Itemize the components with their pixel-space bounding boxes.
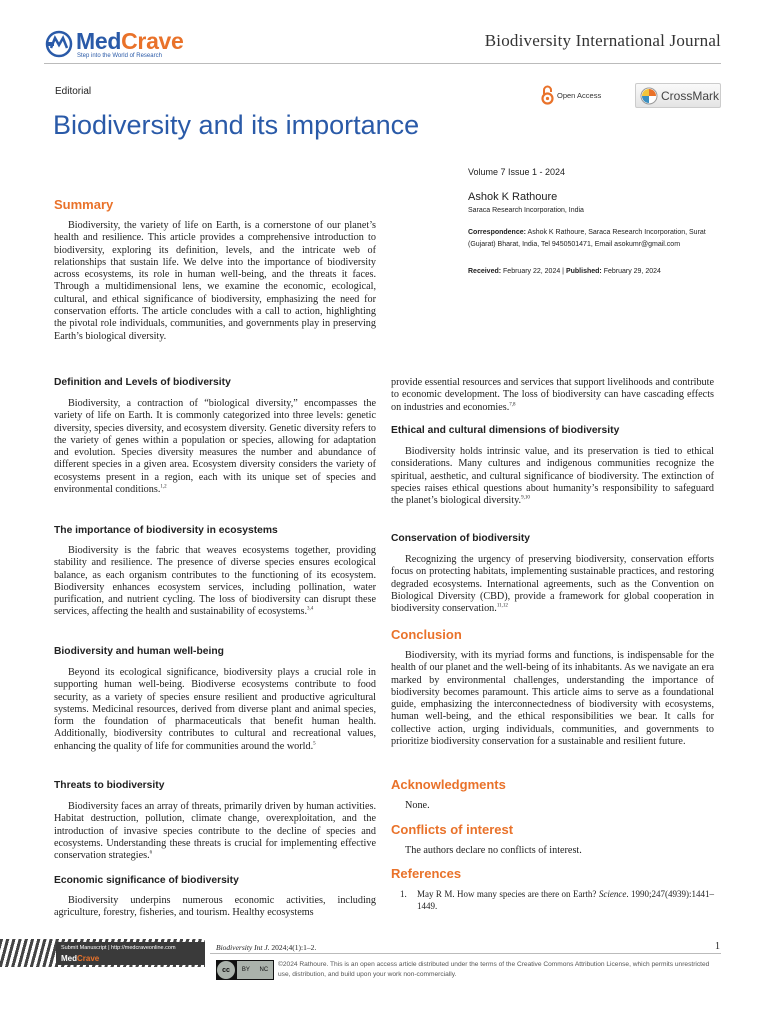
definition-heading: Definition and Levels of biodiversity [54, 377, 231, 388]
cc-icon: cc [217, 961, 235, 979]
logo-wordmark: MedCrave [76, 28, 184, 54]
footer-divider [210, 953, 721, 954]
conflicts-heading: Conflicts of interest [391, 822, 514, 837]
author-affiliation: Saraca Research Incorporation, India [468, 207, 584, 214]
open-access-badge[interactable] [541, 84, 601, 106]
conflicts-text: The authors declare no conflicts of interest. [405, 845, 582, 856]
definition-text: Biodiversity, a contraction of “biological diversity,” encompasses the variety of life on Earth. It is commonly categorized into three levels: genetic diversity, species diversity, and ecosystem diversity. Genetic diversity refers to the variety of genes within a population or species, allowing for adaptation and evolution. Species diversity measures the number and abundance of different species in a given area. Ecosystem diversity considers the variety of ecosystems present in a region, each with its unique set of species and environmental conditions.$^{1,2}$ [54, 398, 376, 496]
ethical-heading: Ethical and cultural dimensions of biodiversity [391, 425, 620, 436]
logo-tagline: Step into the World of Research [77, 53, 162, 59]
acknowledgments-text: None. [405, 800, 430, 811]
reference-item [391, 889, 714, 912]
conservation-heading: Conservation of biodiversity [391, 533, 531, 544]
page-number: 1 [715, 941, 720, 952]
wellbeing-heading: Biodiversity and human well-being [54, 646, 224, 657]
summary-heading: Summary [54, 197, 114, 212]
journal-name: Biodiversity International Journal [484, 31, 721, 50]
economic-heading: Economic significance of biodiversity [54, 875, 239, 886]
author-name: Ashok K Rathoure [468, 191, 558, 203]
footer-citation: Biodiversity Int J. 2024;4(1):1‒2. [216, 943, 317, 952]
economic-text-left: Biodiversity underpins numerous economic activities, including agriculture, forestry, fisheries, and tourism. Healthy ecosystems [54, 895, 376, 919]
acknowledgments-heading: Acknowledgments [391, 777, 506, 792]
article-title: Biodiversity and its importance [53, 110, 420, 140]
conservation-text: Recognizing the urgency of preserving biodiversity, conservation efforts focus on protecting habitats, implementing sustainable practices, and restoring degraded ecosystems. International agreements, such as the Convention on Biological Diversity (CBD), provide a framework for global cooperation in biodiversity conservation.$^{11,12}$ [391, 554, 714, 615]
ethical-text: Biodiversity holds intrinsic value, and its preservation is tied to ethical considerations. Many cultures and indigenous communities recognize the spiritual, aesthetic, and cultural significance of biodiversity. The extinction of species raises ethical questions about humanity’s responsibility to safeguard the planet’s biological diversity.$^{9,10}$ [391, 446, 714, 507]
medcrave-logo[interactable] [44, 28, 194, 62]
cc-license-badge[interactable] [216, 960, 274, 980]
conclusion-text: Biodiversity, with its myriad forms and functions, is indispensable for the health of our planet and the well-being of its inhabitants. As we navigate an era marked by environmental challenges, understanding the importance of biodiversity becomes paramount. This article aims to serve as a foundational guide, emphasizing the interconnectedness of biodiversity with ecosystems, human well-being, and the ethical responsibilities we bear. It calls for collective action, urging individuals, communities, and governments to prioritize biodiversity conservation for a sustainable and resilient future. [391, 650, 714, 748]
references-heading: References [391, 866, 462, 881]
license-text: ©2024 Rathoure. This is an open access article distributed under the terms of the Creative Commons Attribution License, which permits unrestricted use, distribution, and build upon your work non-commercially. [278, 961, 710, 978]
threats-text: Biodiversity faces an array of threats, primarily driven by human activities. Habitat destruction, pollution, climate change, overexploitation, and the introduction of invasive species contribute to the decline of species and ecosystems. Understanding these threats is crucial for implementing effective conservation strategies.$^6$ [54, 801, 376, 862]
submit-manuscript-link[interactable]: Submit Manuscript | http://medcraveonline.com [61, 945, 176, 951]
ecosystems-heading: The importance of biodiversity in ecosystems [54, 525, 278, 536]
correspondence: Correspondence: Ashok K Rathoure, Saraca Research Incorporation, Surat (Gujarat) Bharat, India, Tel 9450501471, Email asokumr@gmail.com [468, 229, 706, 248]
wellbeing-text: Beyond its ecological significance, biodiversity plays a crucial role in supporting human well-being. Biodiverse ecosystems contribute to food security, as a variety of species ensure resilient and productive agricultural systems. Medicinal resources, derived from diverse plant and animal species, form the foundation of pharmaceuticals that benefit human health. Additionally, biodiversity contributes to cultural and recreational values, enhancing the quality of life for communities around the world.$^5$ [54, 667, 376, 752]
article-type: Editorial [55, 86, 92, 97]
footer-logo: MedCrave [61, 954, 100, 963]
crossmark-label: CrossMark [661, 88, 720, 103]
ecosystems-text: Biodiversity is the fabric that weaves ecosystems together, providing stability and resilience. The presence of diverse species ensures ecological balance, as each organism contributes to the functioning of its ecosystem. Biodiversity enhances ecosystem services, including pollination, water purification, and nutrient cycling. The loss of biodiversity can disrupt these services, affecting the health and sustainability of ecosystems.$^{3,4}$ [54, 545, 376, 618]
conclusion-heading: Conclusion [391, 627, 462, 642]
open-access-icon [541, 85, 554, 105]
summary-text: Biodiversity, the variety of life on Earth, is a cornerstone of our planet’s health and resilience. This article provides a comprehensive introduction to biodiversity, exploring its definition, levels, and the intricate web of relationships that sustain life. We delve into the importance of biodiversity across ecosystems, its role in human well-being, and the threats it faces. Through a multidimensional lens, we examine the economic, ecological, cultural, and ethical significance of biodiversity, emphasizing the need for conservation efforts. The article concludes with a call to action, highlighting the pivotal role individuals, communities, and governments play in preserving Earth’s biological diversity. [54, 220, 376, 342]
reference-number: 1. [400, 889, 407, 899]
header-divider [44, 63, 721, 64]
volume-info: Volume 7 Issue 1 - 2024 [468, 167, 566, 177]
economic-text-right: provide essential resources and services that support livelihoods and contribute to economic development. The loss of biodiversity can have cascading effects on industries and economies.$^{7,8}$ [391, 377, 714, 413]
dates: Received: February 22, 2024 | Published: February 29, 2024 [468, 268, 661, 275]
open-access-label: Open Access [557, 90, 602, 100]
crossmark-button[interactable] [635, 83, 721, 108]
threats-heading: Threats to biodiversity [54, 780, 165, 791]
logo-icon [44, 30, 74, 58]
reference-text: May R M. How many species are there on Earth? Science. 1990;247(4939):1441–1449. [417, 889, 714, 911]
crossmark-icon [640, 87, 658, 105]
cc-by-nc-icon: BY NC [237, 961, 273, 979]
